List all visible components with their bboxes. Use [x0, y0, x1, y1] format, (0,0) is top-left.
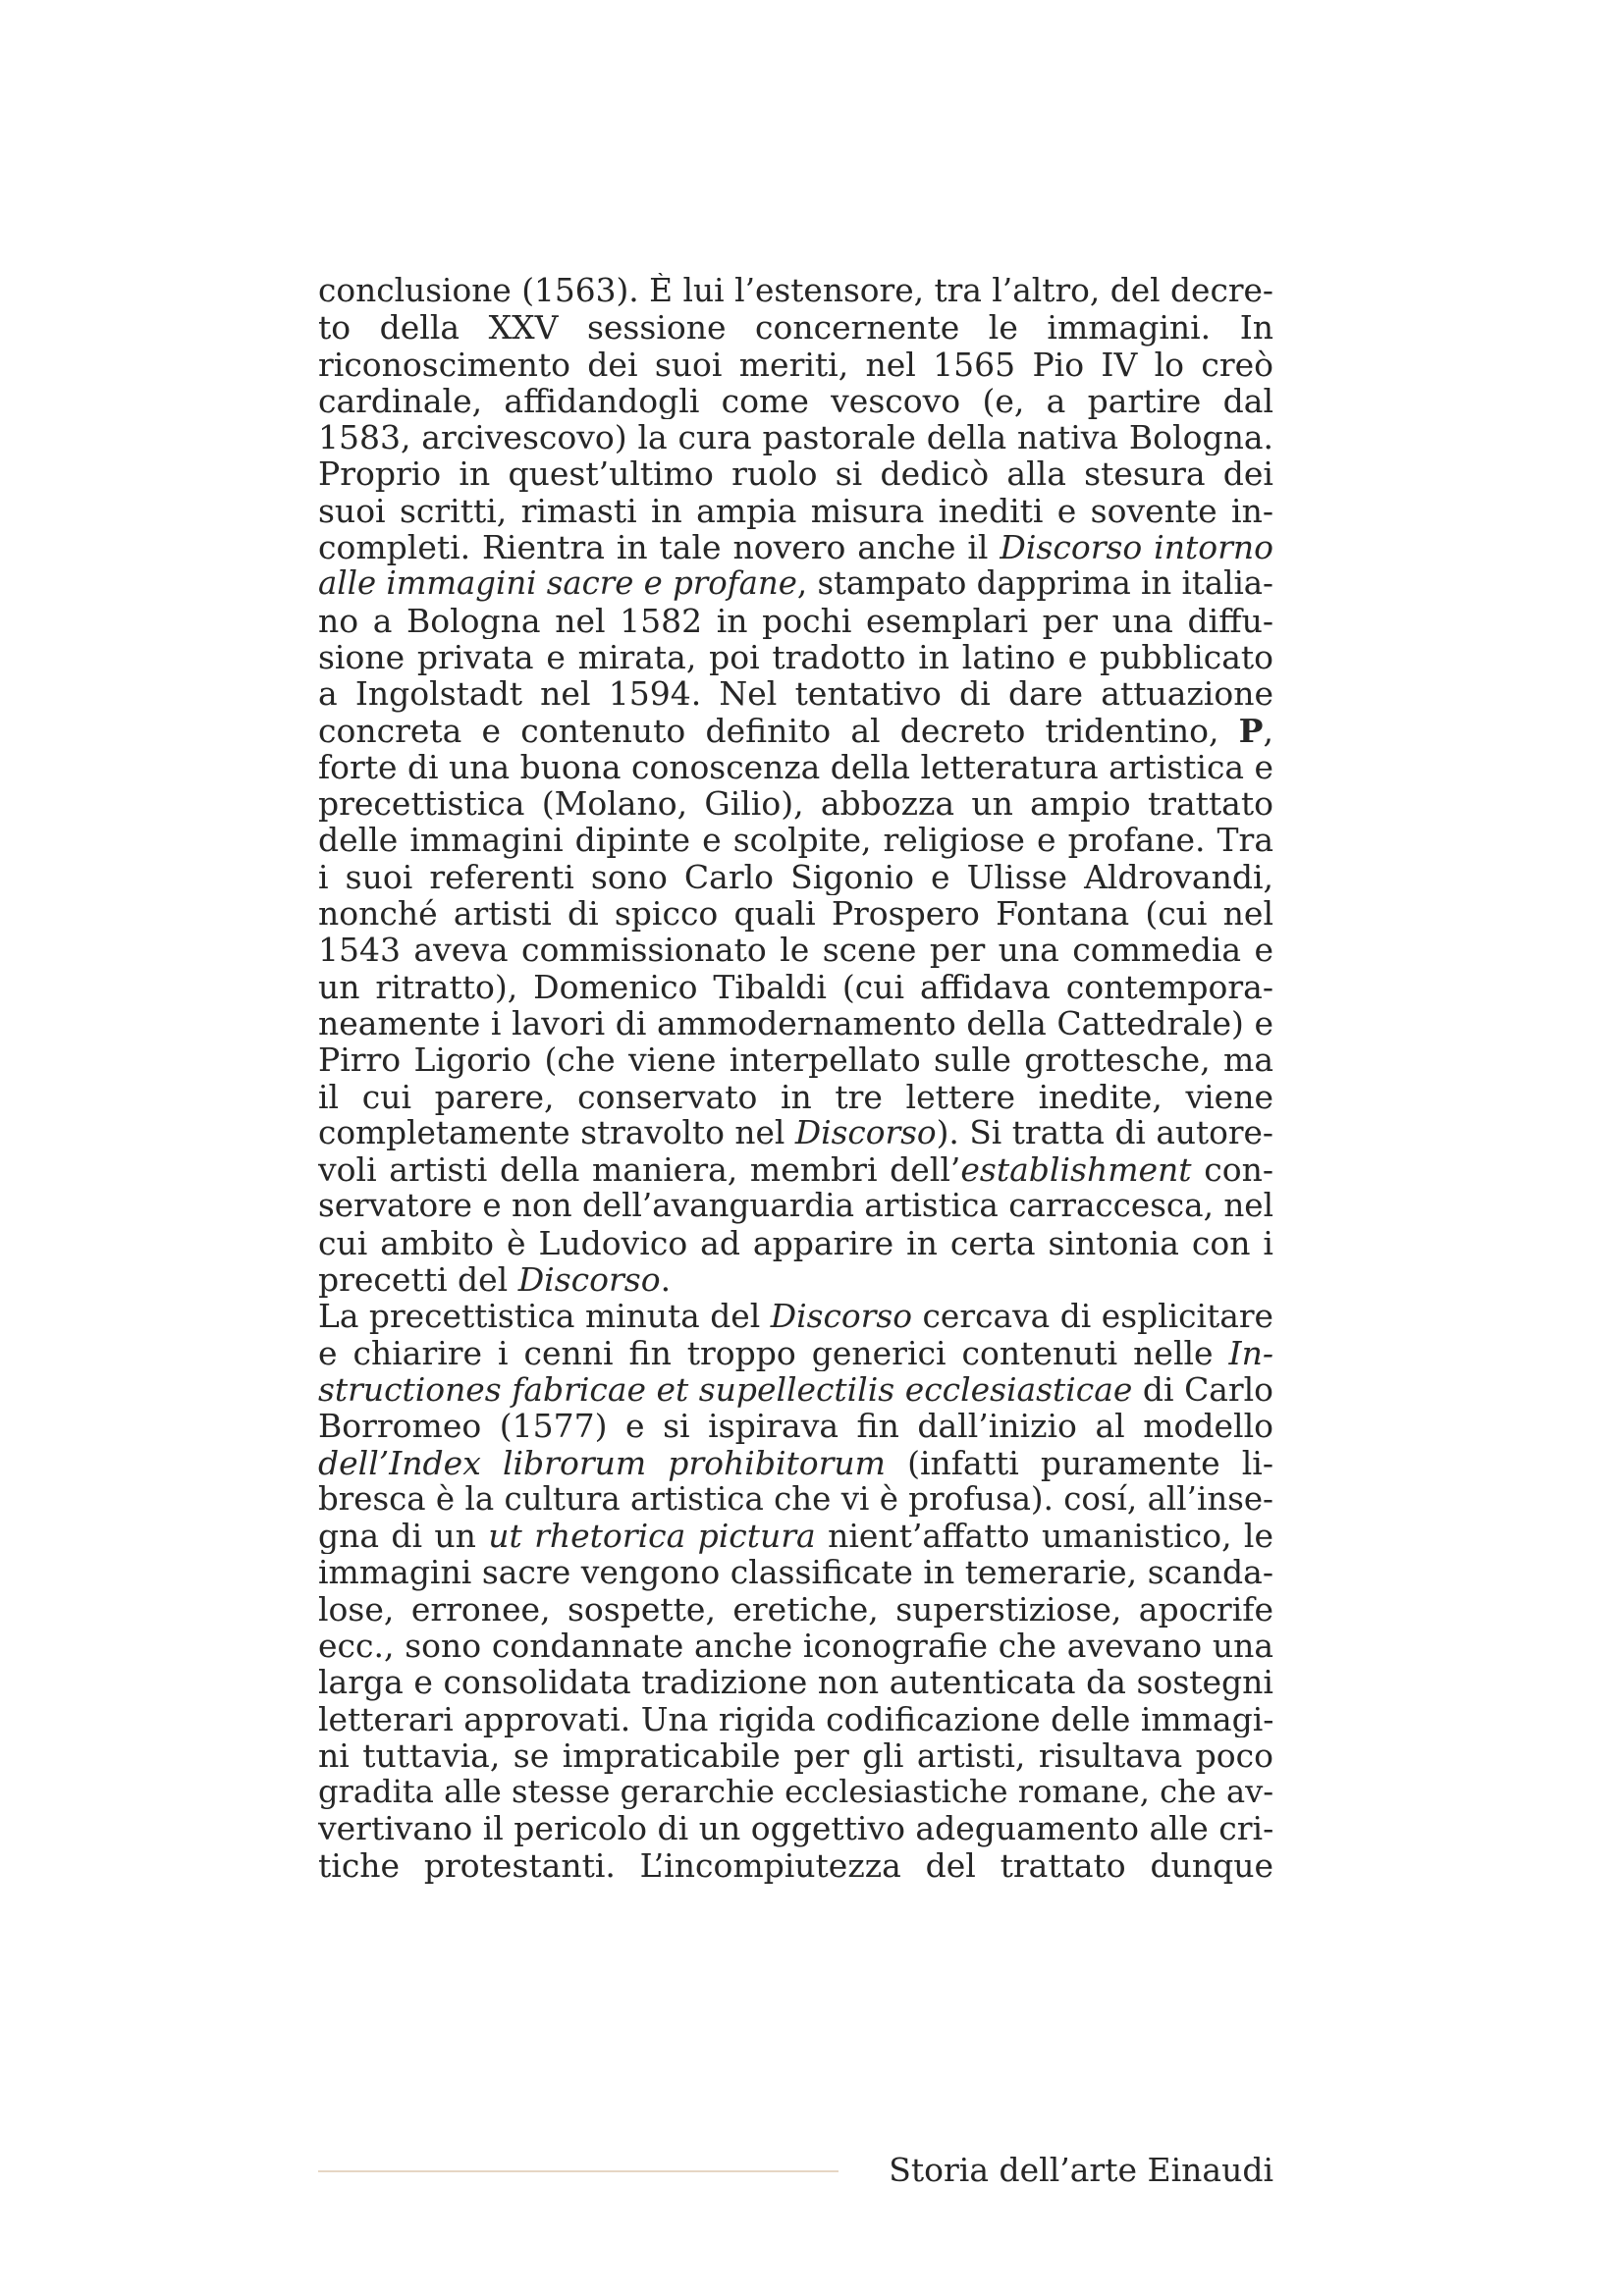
italic-text: dell’Index librorum prohibitorum [318, 1444, 886, 1481]
text-line: letterari approvati. Una rigida codificazione delle immagi- [318, 1700, 1273, 1737]
text-line: La precettistica minuta del Discorso cercava di esplicitare [318, 1298, 1273, 1335]
text-line: completamente stravolto nel Discorso). Si tratta di autore- [318, 1114, 1273, 1151]
text-line: gna di un ut rhetorica pictura nient’affatto umanistico, le [318, 1518, 1273, 1555]
text-line: cardinale, affidandogli come vescovo (e, a partire dal [318, 382, 1273, 420]
text-line: gradita alle stesse gerarchie ecclesiastiche romane, che av- [318, 1774, 1273, 1811]
bold-text: P [1238, 712, 1264, 749]
italic-text: In- [1228, 1334, 1273, 1371]
text-line: un ritratto), Domenico Tibaldi (cui affidava contempora- [318, 968, 1273, 1005]
text-line: alle immagini sacre e profane, stampato dapprima in italia- [318, 565, 1273, 603]
text-line: suoi scritti, rimasti in ampia misura inediti e sovente in- [318, 492, 1273, 530]
body-text [318, 273, 1273, 1884]
text-line: ecc., sono condannate anche iconografie che avevano una [318, 1627, 1273, 1665]
text-line: riconoscimento dei suoi meriti, nel 1565 Pio IV lo creò [318, 346, 1273, 383]
text-line: tiche protestanti. L’incompiutezza del trattato dunque [318, 1846, 1273, 1885]
text-line: completi. Rientra in tale novero anche il Discorso intorno [318, 529, 1273, 566]
text-line: vertivano il pericolo di un oggettivo adeguamento alle cri- [318, 1810, 1273, 1847]
text-line: larga e consolidata tradizione non autenticata da sostegni [318, 1664, 1273, 1701]
italic-text: Discorso [794, 1114, 937, 1151]
footer-rule [318, 2170, 839, 2172]
text-line: delle immagini dipinte e scolpite, religiose e profane. Tra [318, 822, 1273, 859]
text-line: ni tuttavia, se impraticabile per gli artisti, risultava poco [318, 1736, 1273, 1775]
text-line: conclusione (1563). È lui l’estensore, tra l’altro, del decre- [318, 273, 1273, 309]
text-line: 1583, arcivescovo) la cura pastorale della nativa Bologna. [318, 419, 1273, 456]
text-line: concreta e contenuto definito al decreto tridentino, P, [318, 712, 1273, 749]
text-line: il cui parere, conservato in tre lettere inedite, viene [318, 1078, 1273, 1115]
text-line: structiones fabricae et supellectilis ecclesiasticae di Carlo [318, 1370, 1273, 1409]
italic-text: alle immagini sacre e profane [318, 565, 797, 603]
text-line: bresca è la cultura artistica che vi è profusa). cosí, all’inse- [318, 1480, 1273, 1518]
text-line: cui ambito è Ludovico ad apparire in certa sintonia con i [318, 1224, 1273, 1262]
italic-text: ut rhetorica pictura [488, 1518, 816, 1555]
text-line: immagini sacre vengono classificate in temerarie, scanda- [318, 1554, 1273, 1591]
text-line: to della XXV sessione concernente le immagini. In [318, 309, 1273, 347]
italic-text: Discorso [770, 1298, 913, 1335]
italic-text: Discorso [517, 1261, 661, 1299]
text-line: 1543 aveva commissionato le scene per una commedia e [318, 932, 1273, 969]
text-line: sione privata e mirata, poi tradotto in latino e pubblicato [318, 638, 1273, 676]
text-line: neamente i lavori di ammodernamento della Cattedrale) e [318, 1004, 1273, 1042]
text-line: i suoi referenti sono Carlo Sigonio e Ulisse Aldrovandi, [318, 858, 1273, 896]
text-line: precetti del Discorso. [318, 1261, 672, 1299]
text-line: a Ingolstadt nel 1594. Nel tentativo di dare attuazione [318, 675, 1273, 713]
text-line: precettistica (Molano, Gilio), abbozza un ampio trattato [318, 785, 1273, 823]
footer-publication-label: Storia dell’arte Einaudi [889, 2151, 1273, 2189]
text-line: servatore e non dell’avanguardia artistica carraccesca, nel [318, 1188, 1273, 1225]
text-line: forte di una buona conoscenza della letteratura artistica e [318, 748, 1273, 786]
text-line: e chiarire i cenni fin troppo generici contenuti nelle In- [318, 1334, 1273, 1371]
text-line: Borromeo (1577) e si ispirava fin dall’inizio al modello [318, 1408, 1273, 1445]
text-line: voli artisti della maniera, membri dell’establishment con- [318, 1151, 1273, 1189]
text-line: no a Bologna nel 1582 in pochi esemplari per una diffu- [318, 602, 1273, 639]
text-line: nonché artisti di spicco quali Prospero Fontana (cui nel [318, 895, 1273, 933]
page-footer [318, 2148, 1273, 2193]
text-line: lose, erronee, sospette, eretiche, superstiziose, apocrife [318, 1590, 1273, 1628]
italic-text: Discorso intorno [1000, 529, 1273, 566]
text-line: Pirro Ligorio (che viene interpellato sulle grottesche, ma [318, 1041, 1273, 1079]
italic-text: structiones fabricae et supellectilis ecclesiasticae [318, 1370, 1133, 1409]
text-line: dell’Index librorum prohibitorum (infatti puramente li- [318, 1444, 1273, 1481]
text-line: Proprio in quest’ultimo ruolo si dedicò alla stesura dei [318, 455, 1273, 493]
italic-text: establishment [960, 1151, 1192, 1189]
